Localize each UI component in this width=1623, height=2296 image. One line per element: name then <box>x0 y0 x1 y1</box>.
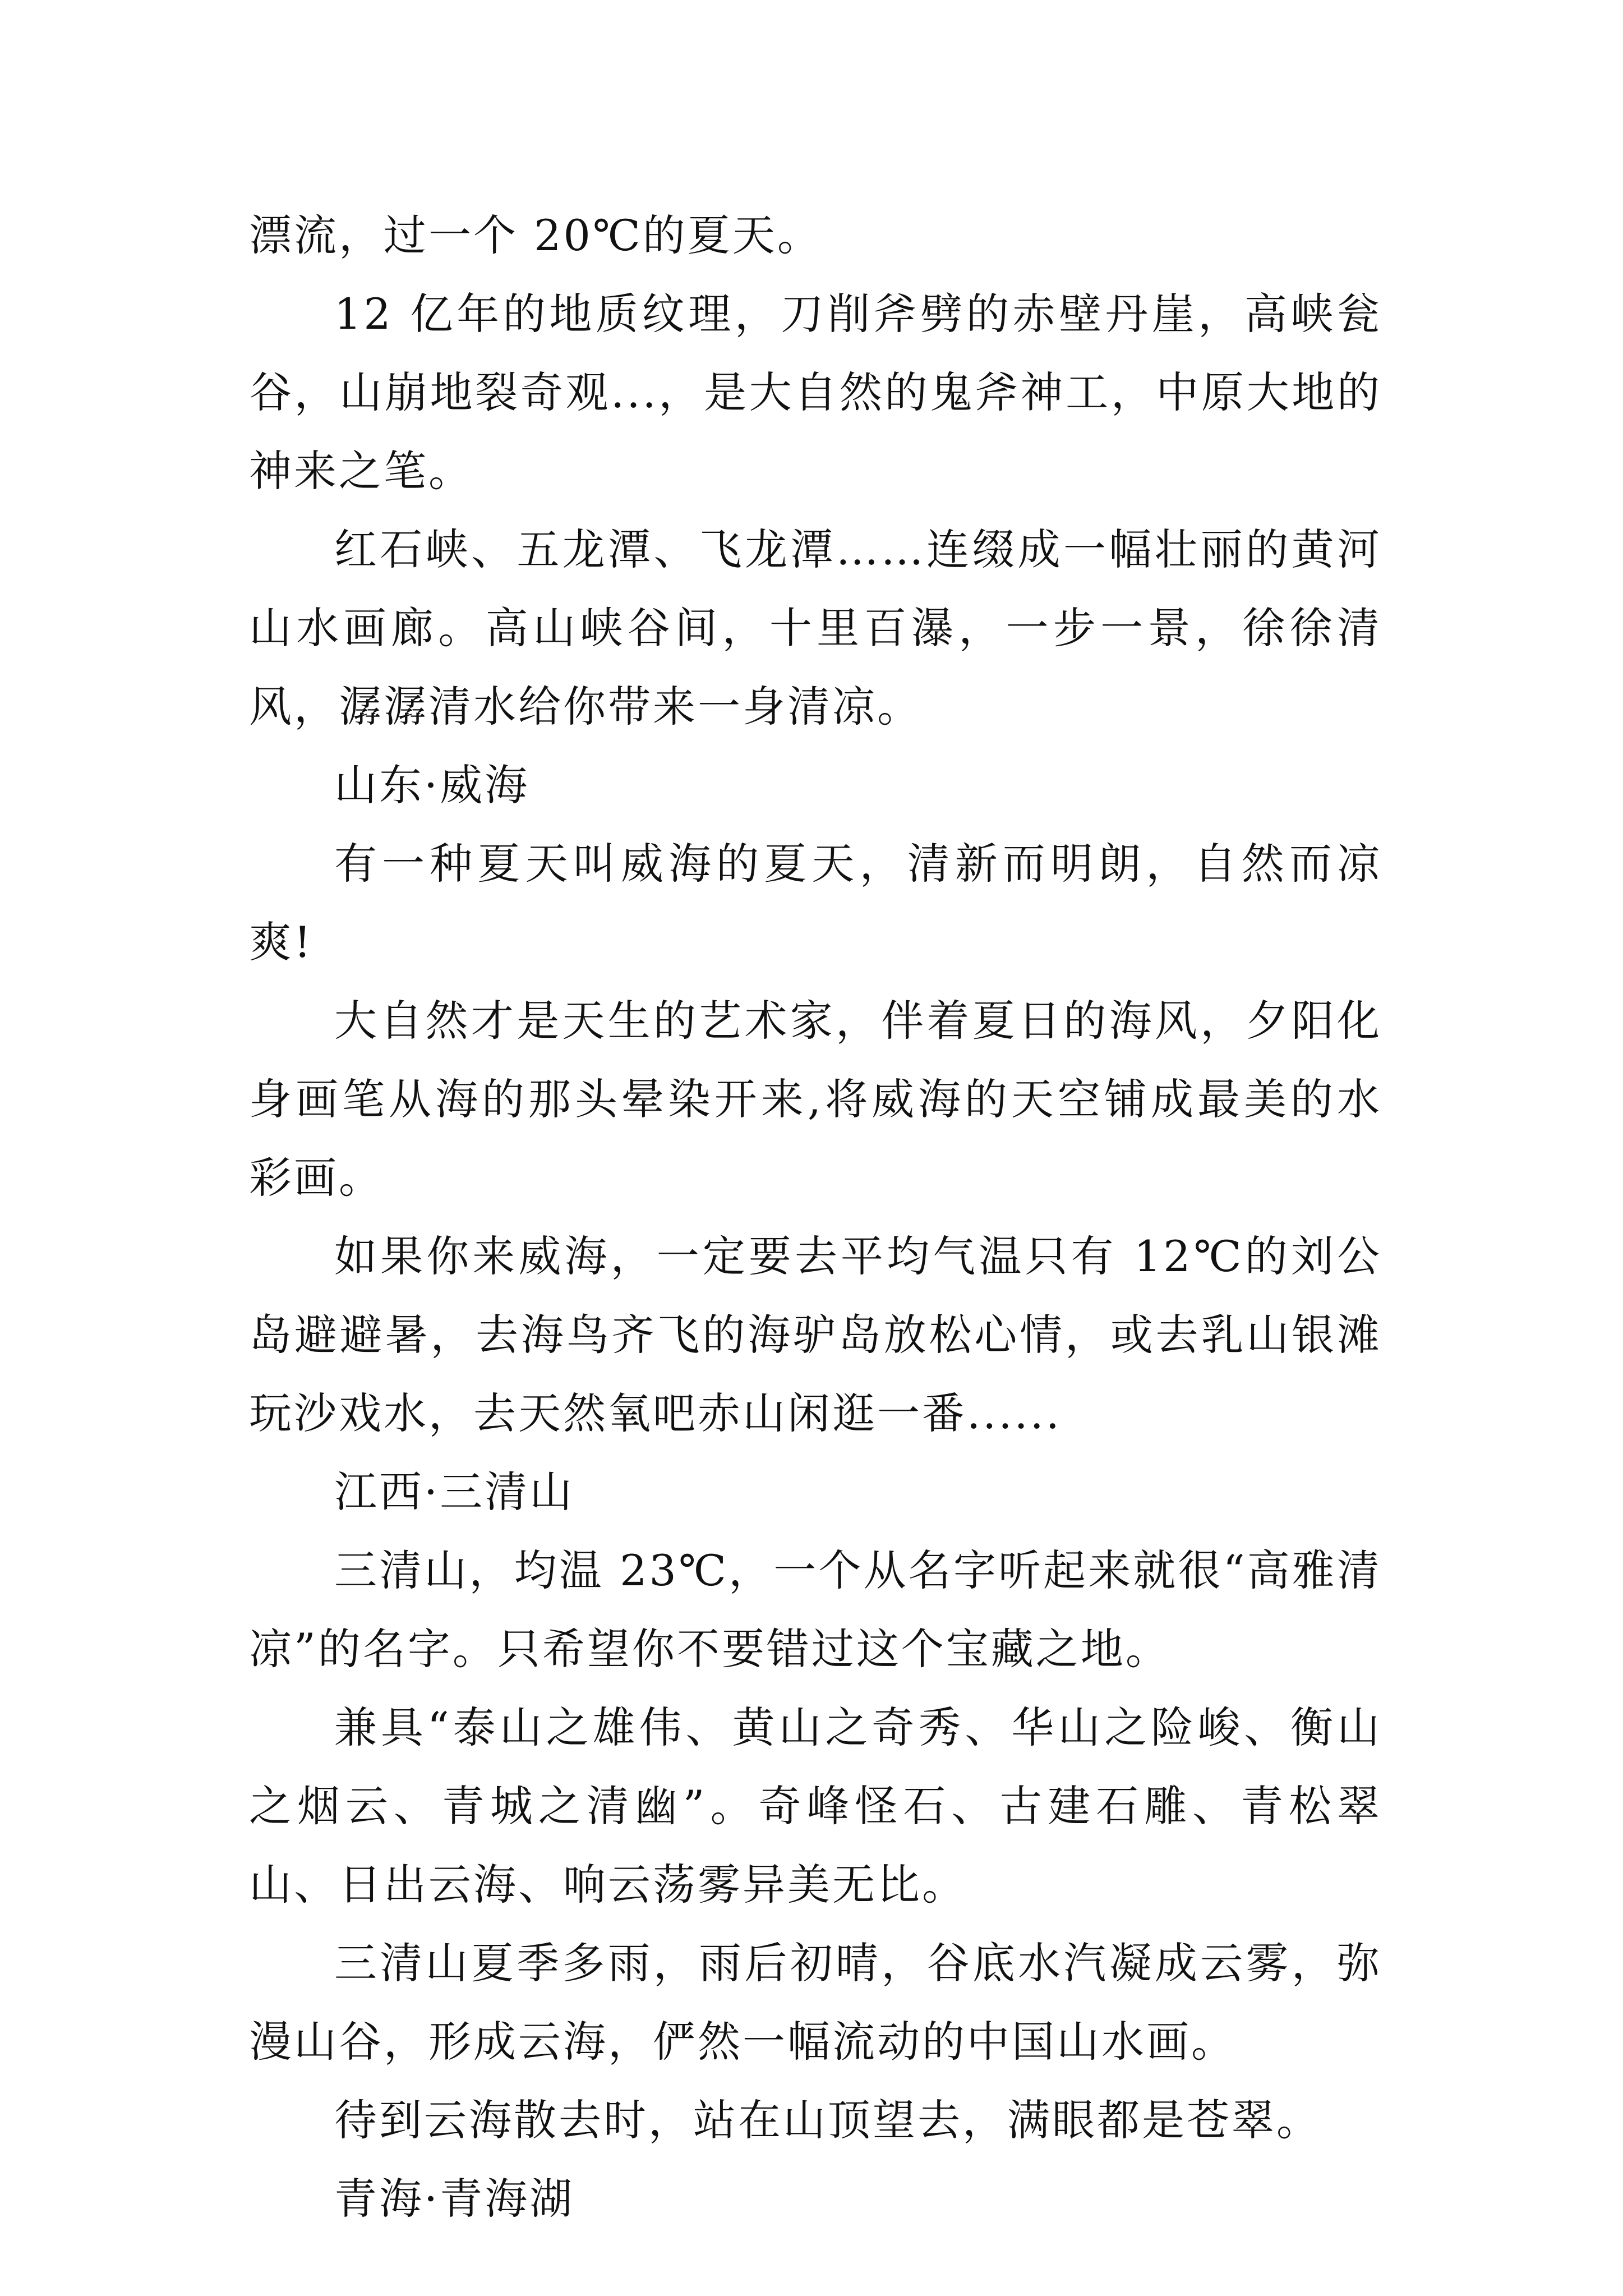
paragraph-6: 大自然才是天生的艺术家，伴着夏日的海风，夕阳化身画笔从海的那头晕染开来,将威海的天空铺成最美的水彩画。 <box>249 996 1382 1203</box>
paragraph-7: 如果你来威海，一定要去平均气温只有 12℃的刘公岛避避暑，去海鸟齐飞的海驴岛放松心情，或去乳山银滩玩沙戏水，去天然氧吧赤山闲逛一番...... <box>249 1231 1382 1438</box>
paragraph-2: 12 亿年的地质纹理，刀削斧劈的赤壁丹崖，高峡瓮谷，山崩地裂奇观...，是大自然的鬼斧神工，中原大地的神来之笔。 <box>249 289 1382 496</box>
section-heading-weihai: 山东·威海 <box>334 760 530 810</box>
section-heading-qinghaihu: 青海·青海湖 <box>334 2174 575 2224</box>
paragraph-1: 漂流，过一个 20℃的夏天。 <box>249 210 822 260</box>
paragraph-12: 待到云海散去时，站在山顶望去，满眼都是苍翠。 <box>334 2095 1321 2145</box>
paragraph-11: 三清山夏季多雨，雨后初晴，谷底水汽凝成云雾，弥漫山谷，形成云海，俨然一幅流动的中国山水画。 <box>249 1938 1382 2067</box>
paragraph-5: 有一种夏天叫威海的夏天，清新而明朗，自然而凉爽! <box>249 839 1382 967</box>
paragraph-3: 红石峡、五龙潭、飞龙潭……连缀成一幅壮丽的黄河山水画廊。高山峡谷间，十里百瀑，一步一景，徐徐清风，潺潺清水给你带来一身清凉。 <box>249 524 1382 731</box>
article-body <box>249 196 1382 2238</box>
paragraph-10: 兼具“泰山之雄伟、黄山之奇秀、华山之险峻、衡山之烟云、青城之清幽”。奇峰怪石、古建石雕、青松翠山、日出云海、响云荡雾异美无比。 <box>249 1703 1382 1910</box>
paragraph-9: 三清山，均温 23℃，一个从名字听起来就很“高雅清凉”的名字。只希望你不要错过这个宝藏之地。 <box>249 1545 1382 1674</box>
section-heading-sanqingshan: 江西·三清山 <box>334 1467 575 1517</box>
